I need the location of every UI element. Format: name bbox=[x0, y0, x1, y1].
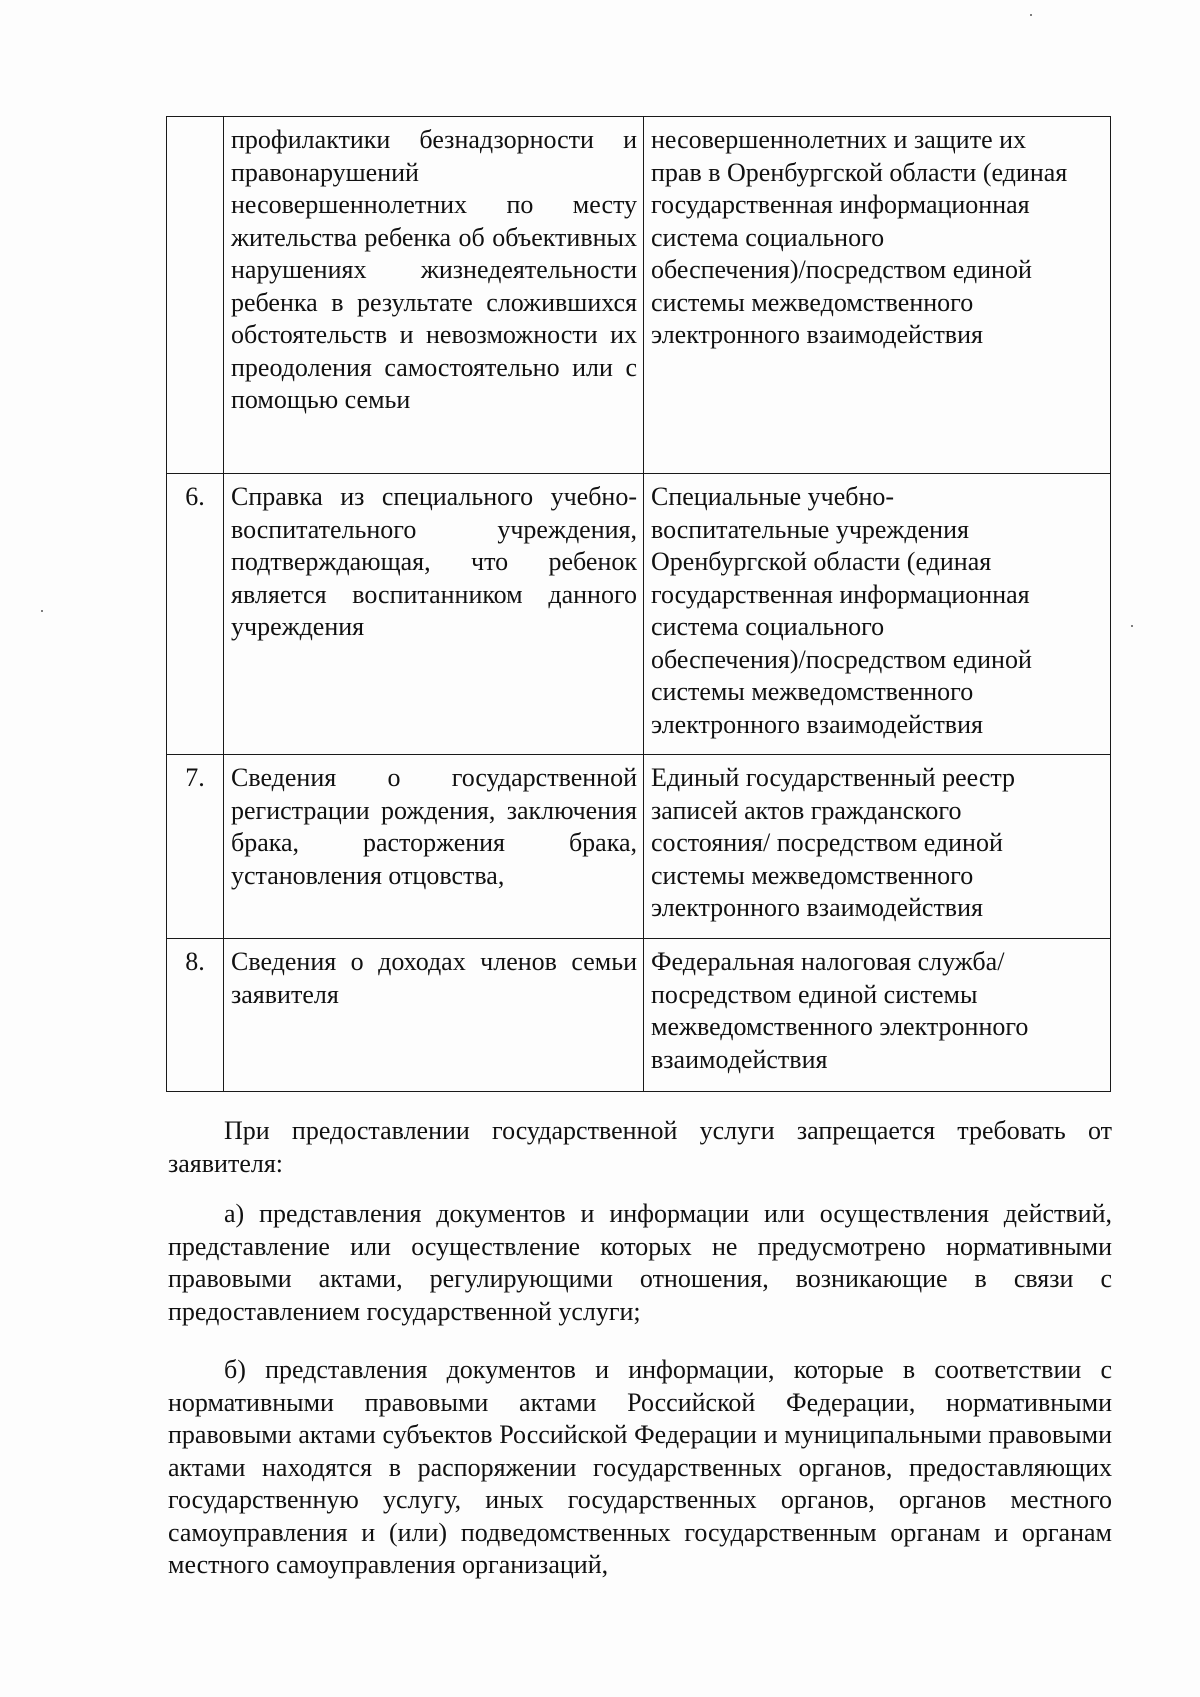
source-line: системы межведомственного bbox=[651, 287, 974, 317]
source-line: Единый государственный реестр bbox=[651, 763, 1016, 792]
document-name-cell bbox=[224, 755, 644, 939]
document-name: Сведения о государственной регистрации рождения, заключения брака, расторжения брака, установления отцовства, bbox=[231, 763, 637, 890]
source-line: электронного взаимодействия bbox=[651, 709, 983, 739]
source-line: Специальные учебно- bbox=[651, 482, 895, 511]
row-number: 8. bbox=[167, 939, 224, 1092]
source-line: записей актов гражданского bbox=[651, 795, 962, 825]
paragraph-item-b: б) представления документов и информации, которые в соответствии с нормативными правовыми актами Российской Федерации, нормативными правовыми актами субъектов Российской Федерации и муниципальными правовыми актами находятся в распоряжении государственных органов, предоставляющих государственную услугу, иных государственных органов, органов местного самоуправления и (или) подведомственных государственным органам и органам местного самоуправления организаций, bbox=[168, 1355, 1112, 1579]
source-line: состояния/ посредством единой bbox=[651, 828, 1003, 857]
source-line: системы межведомственного bbox=[651, 860, 974, 890]
source-line: обеспечения)/посредством единой bbox=[651, 644, 1032, 674]
document-source-cell bbox=[644, 755, 1111, 939]
source-line: государственная информационная bbox=[651, 579, 1030, 609]
document-name: Сведения о доходах членов семьи заявителя bbox=[231, 947, 637, 1009]
source-line: электронного взаимодействия bbox=[651, 893, 983, 922]
source-line: система социального bbox=[651, 612, 885, 641]
source-line: государственная информационная bbox=[651, 190, 1030, 219]
source-line: прав в Оренбургской области (единая bbox=[651, 157, 1068, 187]
document-name: Справка из специального учебно-воспитательного учреждения, подтверждающая, что ребенок является воспитанником данного учреждения bbox=[231, 482, 637, 641]
table-row bbox=[167, 474, 1111, 755]
paragraph-intro: При предоставлении государственной услуги запрещается требовать от заявителя: bbox=[168, 1116, 1112, 1178]
scan-speck bbox=[1131, 625, 1133, 627]
document-source-cell bbox=[644, 939, 1111, 1092]
scan-speck bbox=[1030, 14, 1032, 16]
table-row bbox=[167, 117, 1111, 474]
row-number: 6. bbox=[167, 474, 224, 755]
source-line: воспитательные учреждения bbox=[651, 514, 969, 544]
source-line: Оренбургской области (единая bbox=[651, 547, 992, 576]
document-source-cell bbox=[644, 117, 1111, 474]
row-number: 7. bbox=[167, 755, 224, 939]
source-line: посредством единой системы bbox=[651, 979, 978, 1009]
document-name-cell bbox=[224, 117, 644, 474]
document-name-cell bbox=[224, 939, 644, 1092]
document-name: профилактики безнадзорности и правонарушений несовершеннолетних по месту жительства ребенка об объективных нарушениях жизнедеятельности ребенка в результате сложившихся обстоятельств и невозможности их преодоления самостоятельно или с помощью семьи bbox=[231, 125, 637, 414]
source-line: межведомственного электронного bbox=[651, 1012, 1029, 1041]
source-line: система социального bbox=[651, 222, 885, 252]
source-line: электронного взаимодействия bbox=[651, 320, 983, 349]
row-number bbox=[167, 117, 224, 474]
documents-table bbox=[166, 116, 1111, 1092]
document-name-cell bbox=[224, 474, 644, 755]
document-source-cell bbox=[644, 474, 1111, 755]
paragraph-item-a: а) представления документов и информации или осуществления действий, представление или осуществление которых не предусмотрено нормативными правовыми актами, регулирующими отношения, возникающие в связи с предоставлением государственной услуги; bbox=[168, 1199, 1112, 1326]
source-line: Федеральная налоговая служба/ bbox=[651, 947, 1005, 976]
source-line: системы межведомственного bbox=[651, 677, 974, 706]
table-row bbox=[167, 939, 1111, 1092]
source-line: обеспечения)/посредством единой bbox=[651, 255, 1032, 284]
table-row bbox=[167, 755, 1111, 939]
source-line: несовершеннолетних и защите их bbox=[651, 125, 1027, 154]
scan-speck bbox=[41, 610, 43, 612]
source-line: взаимодействия bbox=[651, 1044, 828, 1074]
